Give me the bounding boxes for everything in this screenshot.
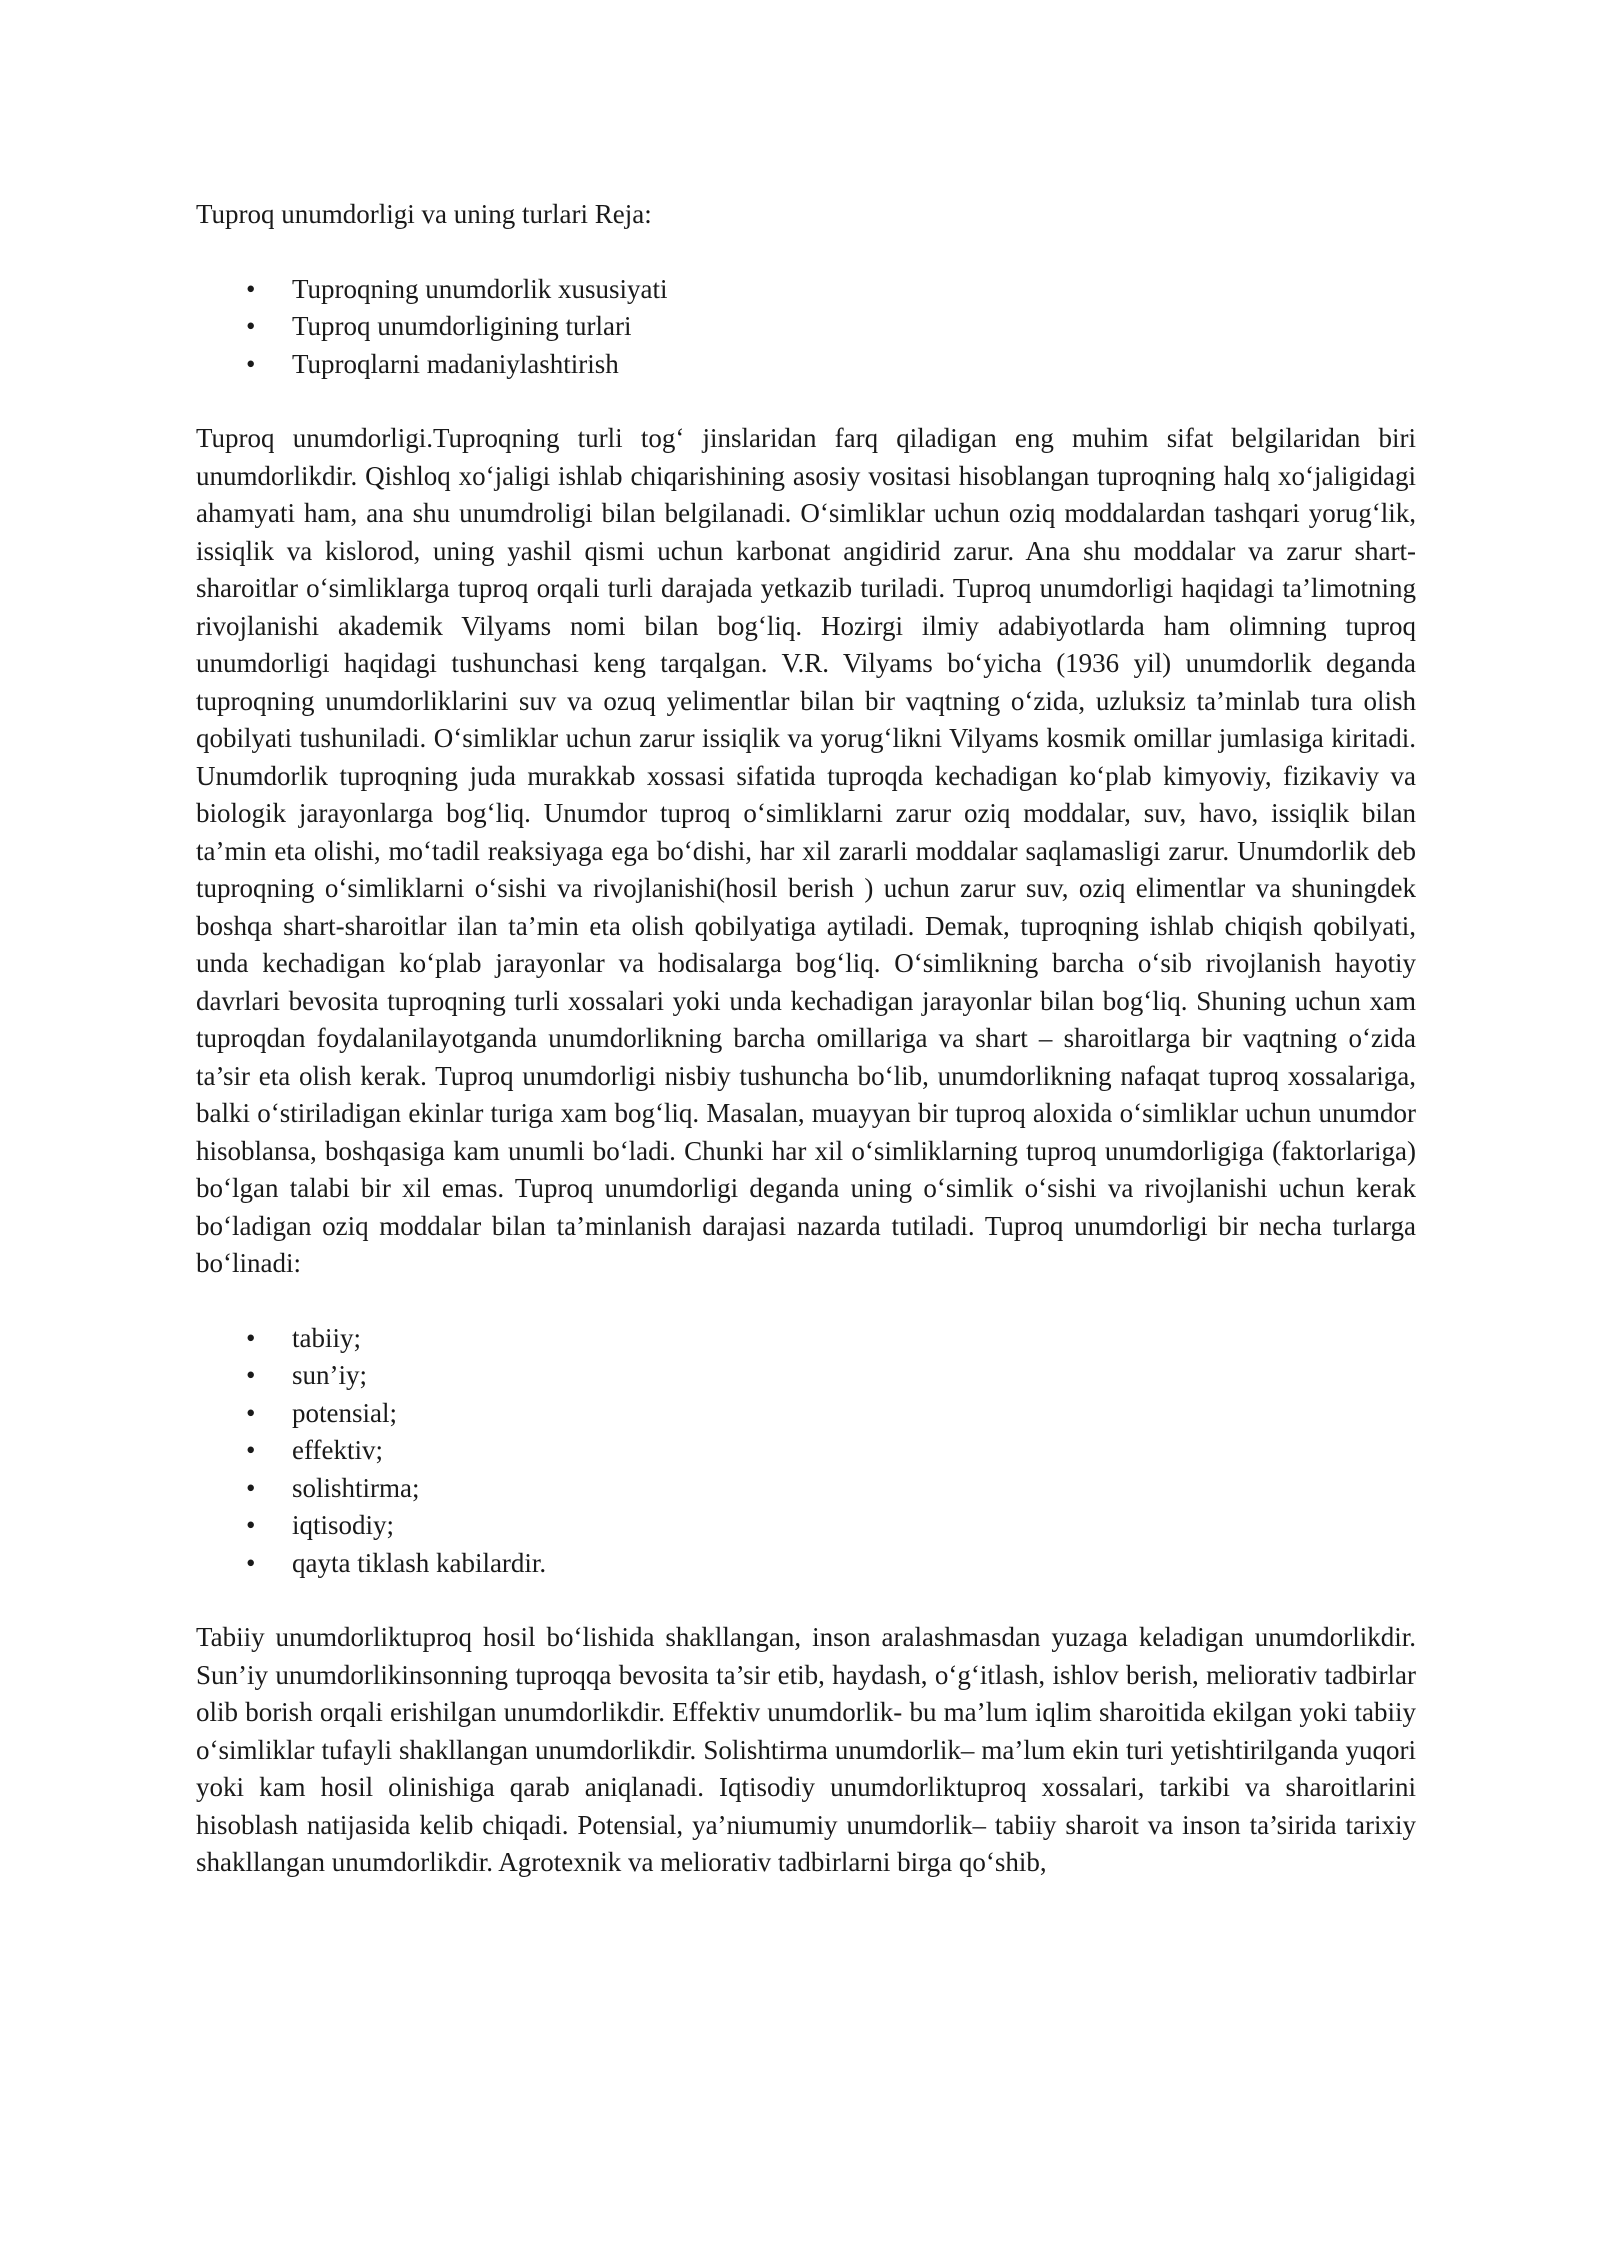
- list-item: • potensial;: [196, 1395, 1416, 1433]
- list-item: • iqtisodiy;: [196, 1507, 1416, 1545]
- list-item: • sun’iy;: [196, 1357, 1416, 1395]
- plan-item: • Tuproqning unumdorlik xususiyati: [196, 271, 1416, 309]
- list-item: • qayta tiklash kabilardir.: [196, 1545, 1416, 1583]
- body-paragraph-2: Tabiiy unumdorliktuproq hosil bo‘lishida shakllangan, inson aralashmasdan yuzaga keladigan unumdorlikdir. Sun’iy unumdorlikinsonning tuproqqa bevosita ta’sir etib, haydash, o‘g‘itlash, ishlov berish, meliorativ tadbirlar olib borish orqali erishilgan unumdorlikdir. Effektiv unumdorlik- bu ma’lum iqlim sharoitida ekilgan yoki tabiiy o‘simliklar tufayli shakllangan unumdorlikdir. Solishtirma unumdorlik– ma’lum ekin turi yetishtirilganda yuqori yoki kam hosil olinishiga qarab aniqlanadi. Iqtisodiy unumdorliktuproq xossalari, tarkibi va sharoitlarini hisoblash natijasida kelib chiqadi. Potensial, ya’niumumiy unumdorlik– tabiiy sharoit va inson ta’sirida tarixiy shakllangan unumdorlikdir. Agrotexnik va meliorativ tadbirlarni birga qo‘shib,: [196, 1622, 1416, 1877]
- plan-item: • Tuproqlarni madaniylashtirish: [196, 346, 1416, 384]
- fertility-types-list: [196, 1320, 1416, 1583]
- list-item: • solishtirma;: [196, 1470, 1416, 1508]
- plan-item: • Tuproq unumdorligining turlari: [196, 308, 1416, 346]
- spacer: [196, 1582, 1416, 1619]
- document-title: Tuproq unumdorligi va uning turlari Reja:: [196, 199, 652, 229]
- spacer: [196, 1283, 1416, 1320]
- list-item: • effektiv;: [196, 1432, 1416, 1470]
- list-item: • tabiiy;: [196, 1320, 1416, 1358]
- spacer: [196, 383, 1416, 420]
- document-page: [196, 196, 1416, 1882]
- body-paragraph-1: Tuproq unumdorligi.Tuproqning turli tog‘ jinslaridan farq qiladigan eng muhim sifat belgilaridan biri unumdorlikdir. Qishloq xo‘jaligi ishlab chiqarishining asosiy vositasi hisoblangan tuproqning halq xo‘jaligidagi ahamyati ham, ana shu unumdroligi bilan belgilanadi. O‘simliklar uchun oziq moddalardan tashqari yorug‘lik, issiqlik va kislorod, uning yashil qismi uchun karbonat angidirid zarur. Ana shu moddalar va zarur shart- sharoitlar o‘simliklarga tuproq orqali turli darajada yetkazib turiladi. Tuproq unumdorligi haqidagi ta’limotning rivojlanishi akademik Vilyams nomi bilan bog‘liq. Hozirgi ilmiy adabiyotlarda ham olimning tuproq unumdorligi haqidagi tushunchasi keng tarqalgan. V.R. Vilyams bo‘yicha (1936 yil) unumdorlik deganda tuproqning unumdorliklarini suv va ozuq yelimentlar bilan bir vaqtning o‘zida, uzluksiz ta’minlab tura olish qobilyati tushuniladi. O‘simliklar uchun zarur issiqlik va yorug‘likni Vilyams kosmik omillar jumlasiga kiritadi. Unumdorlik tuproqning juda murakkab xossasi sifatida tuproqda kechadigan ko‘plab kimyoviy, fizikaviy va biologik jarayonlarga bog‘liq. Unumdor tuproq o‘simliklarni zarur oziq moddalar, suv, havo, issiqlik bilan ta’min eta olishi, mo‘tadil reaksiyaga ega bo‘dishi, har xil zararli moddalar saqlamasligi zarur. Unumdorlik deb tuproqning o‘simliklarni o‘sishi va rivojlanishi(hosil berish ) uchun zarur suv, oziq elimentlar va shuningdek boshqa shart-sharoitlar ilan ta’min eta olish qobilyatiga aytiladi. Demak, tuproqning ishlab chiqish qobilyati, unda kechadigan ko‘plab jarayonlar va hodisalarga bog‘liq. O‘simlikning barcha o‘sib rivojlanish hayotiy davrlari bevosita tuproqning turli xossalari yoki unda kechadigan jarayonlar bilan bog‘liq. Shuning uchun xam tuproqdan foydalanilayotganda unumdorlikning barcha omillariga va shart – sharoitlarga bir vaqtning o‘zida ta’sir eta olish kerak. Tuproq unumdorligi nisbiy tushuncha bo‘lib, unumdorlikning nafaqat tuproq xossalariga, balki o‘stiriladigan ekinlar turiga xam bog‘liq. Masalan, muayyan bir tuproq aloxida o‘simliklar uchun unumdor hisoblansa, boshqasiga kam unumli bo‘ladi. Chunki har xil o‘simliklarning tuproq unumdorligiga (faktorlariga) bo‘lgan talabi bir xil emas. Tuproq unumdorligi deganda uning o‘simlik o‘sishi va rivojlanishi uchun kerak bo‘ladigan oziq moddalar bilan ta’minlanish darajasi nazarda tutiladi. Tuproq unumdorligi bir necha turlarga bo‘linadi:: [196, 423, 1416, 1278]
- plan-list: [196, 271, 1416, 384]
